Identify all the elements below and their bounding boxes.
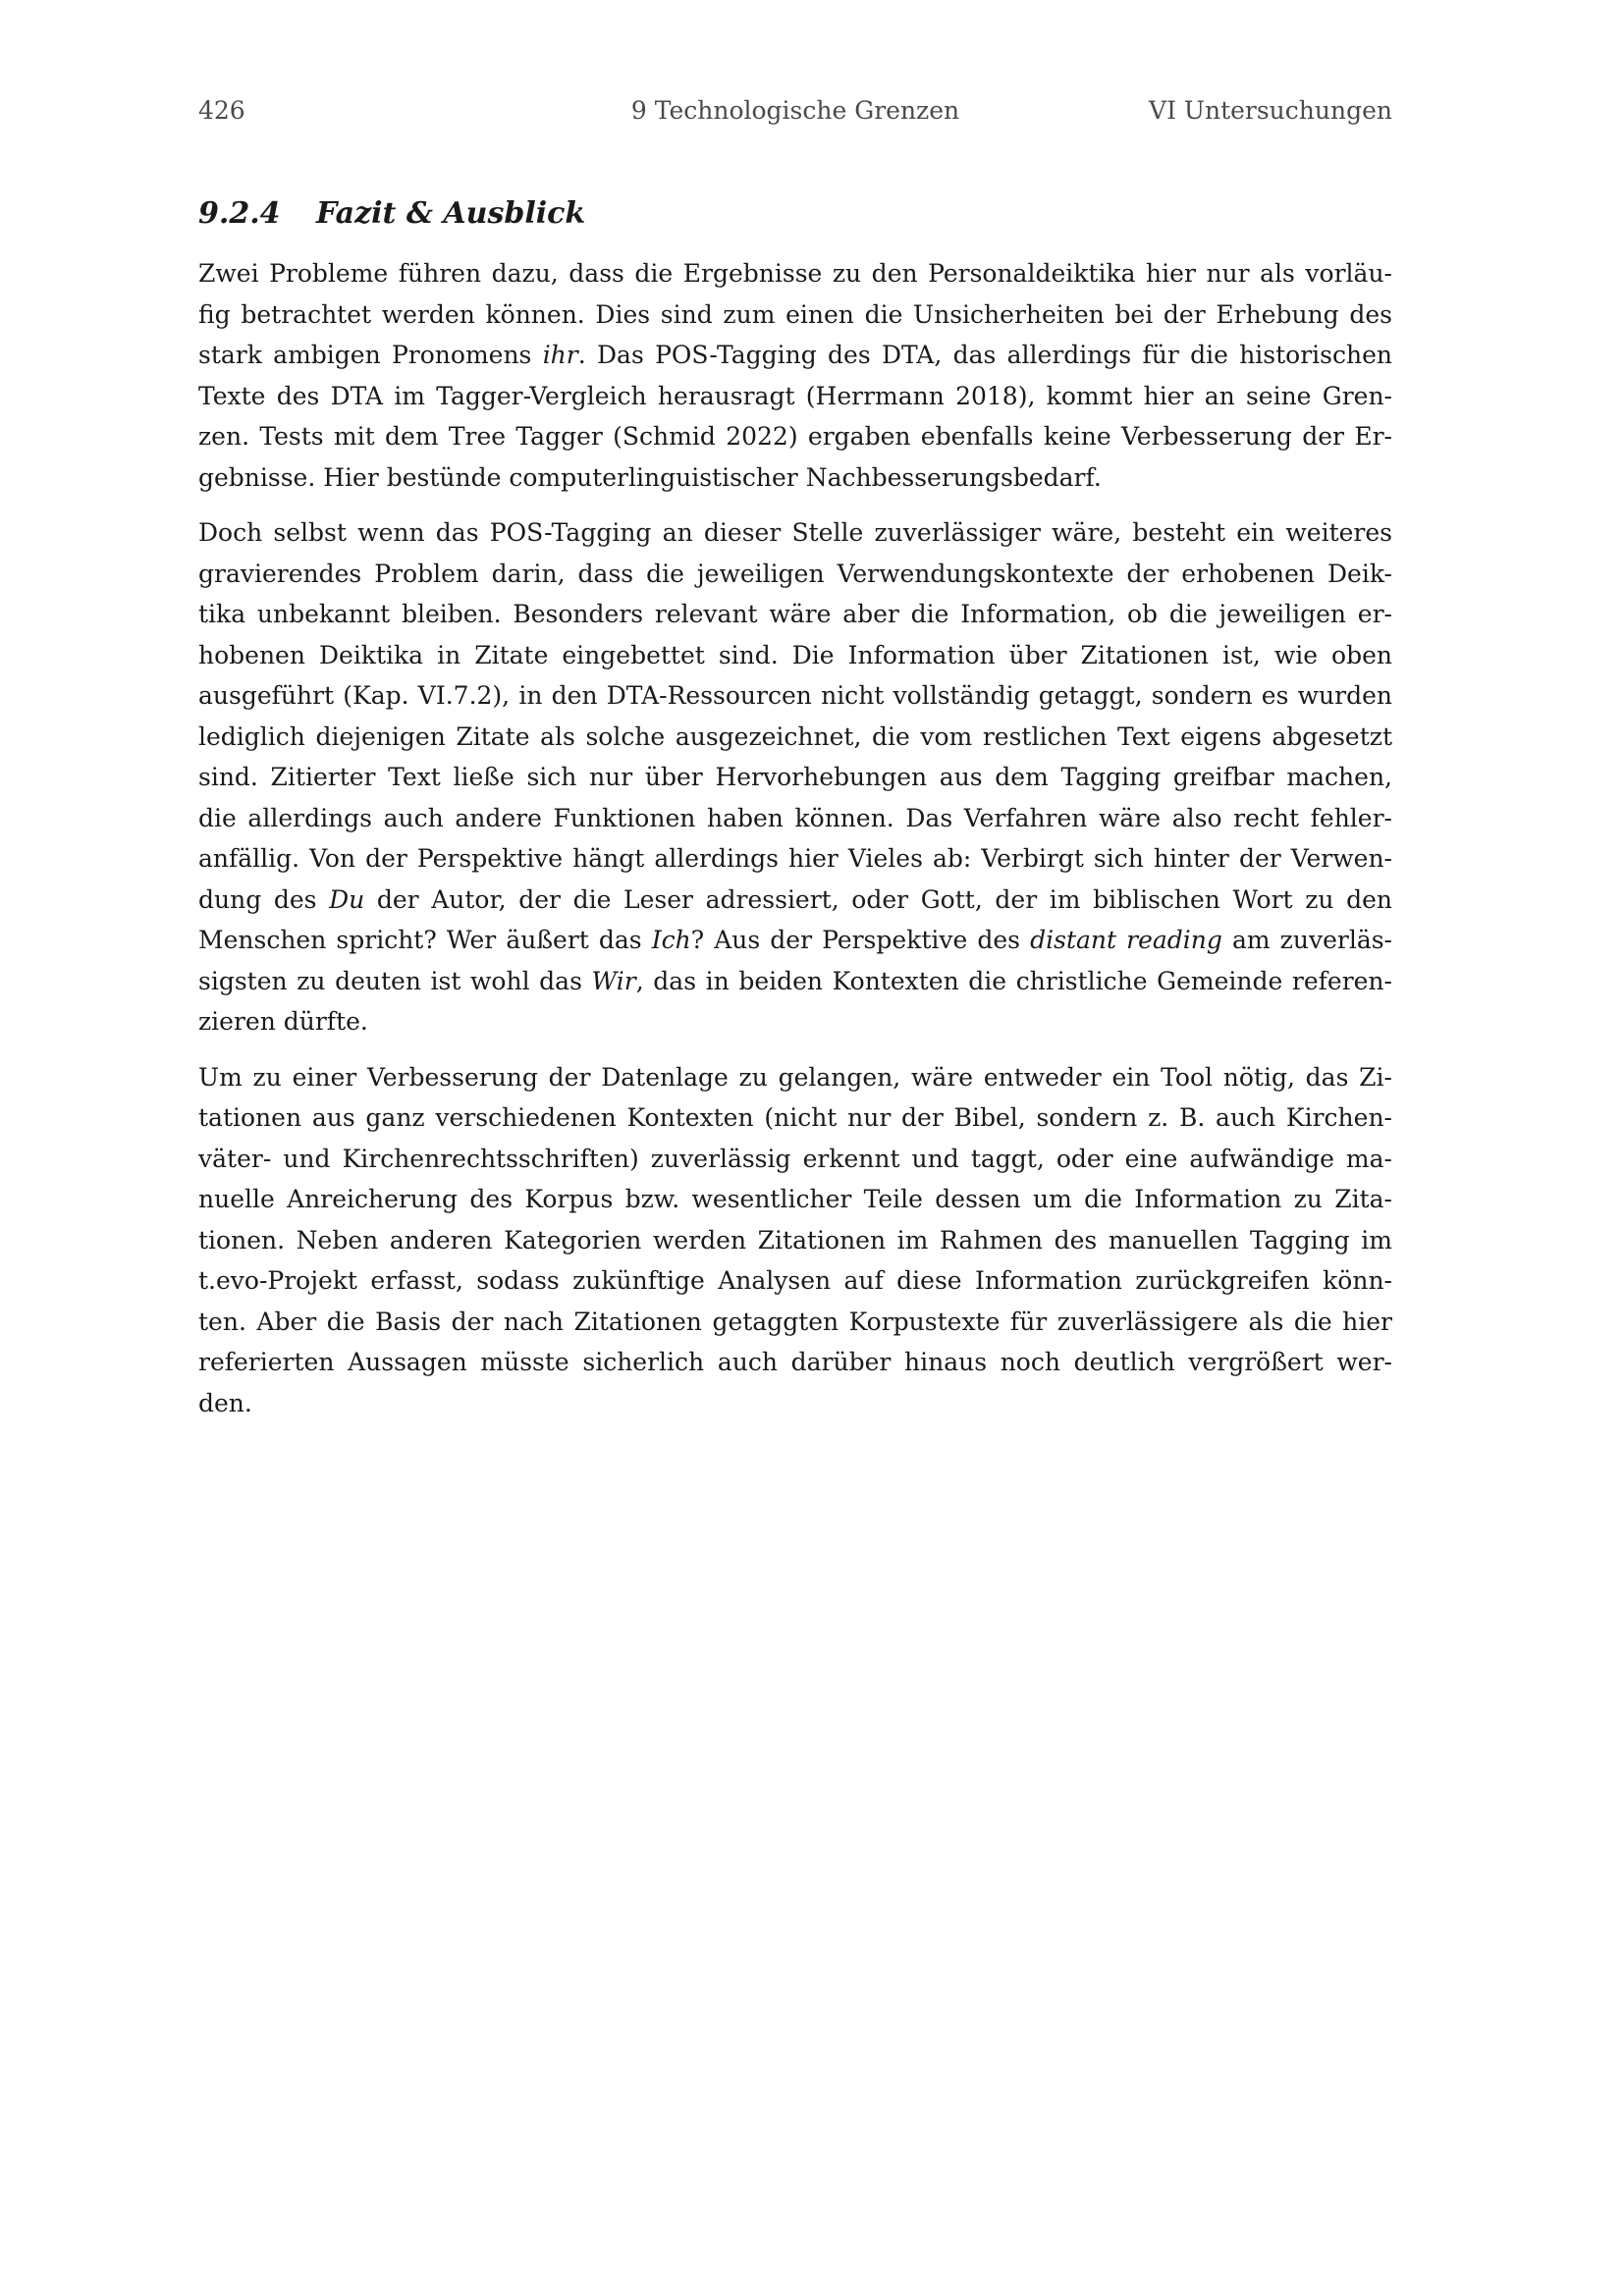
italic-term: Wir	[591, 966, 636, 995]
text-line: lediglich diejenigen Zitate als solche ausgezeichnet, die vom restlichen Text eigens abgesetzt	[198, 721, 1392, 751]
text-line: gebnisse. Hier bestünde computerlinguistischer Nachbesserungsbedarf.	[198, 462, 1102, 492]
section-number: 9.2.4	[198, 196, 281, 231]
text-line: referierten Aussagen müsste sicherlich auch darüber hinaus noch deutlich vergrößert wer-	[198, 1348, 1392, 1376]
text-line: stark ambigen Pronomens ihr. Das POS-Tagging des DTA, das allerdings für die historischen	[198, 341, 1392, 369]
paragraph-2	[198, 512, 1392, 1042]
page-number: 426	[198, 96, 245, 125]
italic-term: ihr	[542, 341, 578, 369]
text-line: zieren dürfte.	[198, 1007, 368, 1036]
text-line: Zwei Probleme führen dazu, dass die Ergebnisse zu den Personaldeiktika hier nur als vorläu-	[198, 259, 1392, 288]
text-line: Doch selbst wenn das POS-Tagging an dieser Stelle zuverlässiger wäre, besteht ein weiteres	[198, 518, 1392, 547]
text-line: gravierendes Problem darin, dass die jeweiligen Verwendungskontexte der erhobenen Deik-	[198, 559, 1392, 588]
text-line: sind. Zitierter Text ließe sich nur über Hervorhebungen aus dem Tagging greifbar machen,	[198, 763, 1392, 791]
text-line: dung des Du der Autor, der die Leser adressiert, oder Gott, der im biblischen Wort zu den	[198, 884, 1392, 914]
part-title: VI Untersuchungen	[1149, 96, 1392, 125]
text-line: anfällig. Von der Perspektive hängt allerdings hier Vieles ab: Verbirgt sich hinter der Verwen-	[198, 844, 1392, 873]
text-line: nuelle Anreicherung des Korpus bzw. wesentlicher Teile dessen um die Information zu Zita-	[198, 1185, 1392, 1213]
text-line: tionen. Neben anderen Kategorien werden Zitationen im Rahmen des manuellen Tagging im	[198, 1225, 1392, 1255]
text-line: tationen aus ganz verschiedenen Kontexten (nicht nur der Bibel, sondern z. B. auch Kirchen-	[198, 1103, 1392, 1132]
text-line: tika unbekannt bleiben. Besonders relevant wäre aber die Information, ob die jeweiligen er-	[198, 600, 1392, 628]
italic-term: Du	[329, 884, 365, 914]
running-head	[198, 96, 1392, 132]
text-line: Texte des DTA im Tagger-Vergleich herausragt (Herrmann 2018), kommt hier an seine Gren-	[198, 381, 1392, 410]
paragraph-1	[198, 253, 1392, 498]
section-title: Fazit & Ausblick	[316, 196, 586, 231]
chapter-title: 9 Technologische Grenzen	[630, 96, 960, 125]
text-line: ten. Aber die Basis der nach Zitationen getaggten Korpustexte für zuverlässigere als die hier	[198, 1307, 1392, 1336]
text-line: t.evo-Projekt erfasst, sodass zukünftige Analysen auf diese Information zurückgreifen könn-	[198, 1266, 1392, 1295]
text-line: Um zu einer Verbesserung der Datenlage zu gelangen, wäre entweder ein Tool nötig, das Zi-	[198, 1062, 1392, 1092]
text-line: zen. Tests mit dem Tree Tagger (Schmid 2022) ergaben ebenfalls keine Verbesserung der Er-	[198, 422, 1392, 451]
text-line: sigsten zu deuten ist wohl das Wir, das in beiden Kontexten die christliche Gemeinde referen-	[198, 966, 1392, 995]
text-line: väter- und Kirchenrechtsschriften) zuverlässig erkennt und taggt, oder eine aufwändige ma-	[198, 1144, 1392, 1173]
italic-term: distant reading	[1030, 926, 1222, 954]
text-line: fig betrachtet werden können. Dies sind zum einen die Unsicherheiten bei der Erhebung des	[198, 299, 1392, 329]
body-text	[198, 253, 1392, 1438]
text-line: Menschen spricht? Wer äußert das Ich? Aus der Perspektive des distant reading am zuverläs-	[198, 926, 1392, 954]
text-line: die allerdings auch andere Funktionen haben können. Das Verfahren wäre also recht fehler-	[198, 803, 1392, 832]
section-heading	[198, 196, 585, 231]
italic-term: Ich	[651, 926, 691, 954]
text-line: hobenen Deiktika in Zitate eingebettet sind. Die Information über Zitationen ist, wie oben	[198, 640, 1392, 669]
text-line: ausgeführt (Kap. VI.7.2), in den DTA-Ressourcen nicht vollständig getaggt, sondern es wurden	[198, 681, 1392, 710]
text-line: den.	[198, 1388, 252, 1417]
paragraph-3	[198, 1057, 1392, 1424]
